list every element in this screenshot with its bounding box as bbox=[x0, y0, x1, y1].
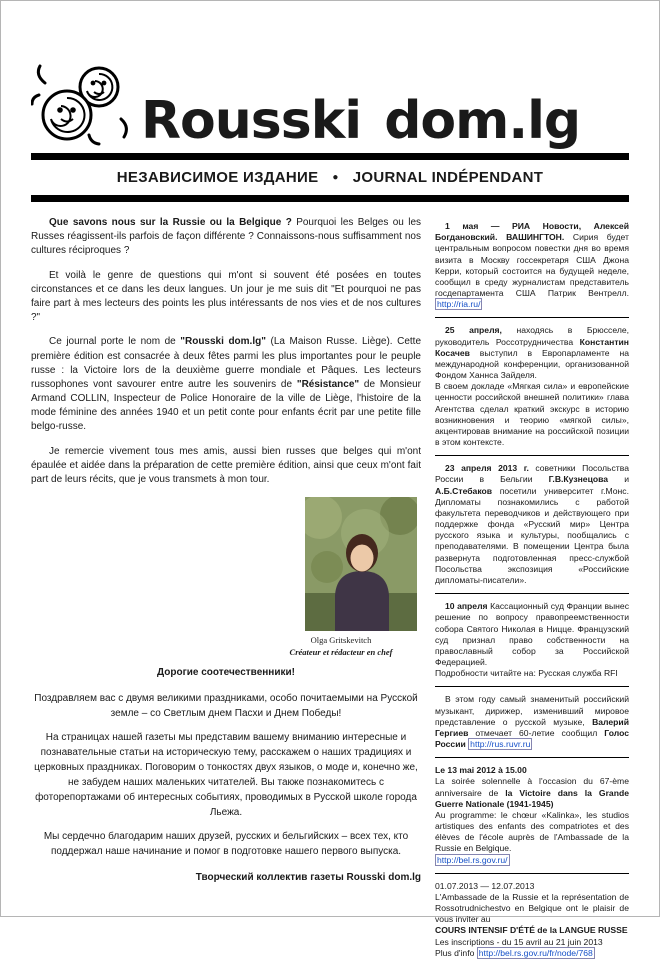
text-segment: 01.07.2013 — 12.07.2013 bbox=[435, 880, 535, 891]
russian-paragraph: Поздравляем вас с двумя великими праздниками, особо почитаемыми на Русской земле – со Светлым днем Пасхи и Днем Победы! bbox=[34, 692, 418, 719]
news-item bbox=[435, 463, 629, 586]
text-segment: Les inscriptions - du 15 avril au 21 juin 2013 bbox=[435, 936, 603, 947]
text-segment: Pourquoi les Belges ou les Russes réagissent-ils parfois de façon différente ? Connaissons-nous suffisamment nos cultures réciproques ? bbox=[31, 217, 422, 257]
editorial-paragraph bbox=[31, 445, 421, 488]
news-column bbox=[435, 216, 629, 964]
text-segment: Ce journal porte le nom de bbox=[49, 336, 181, 348]
news-item bbox=[435, 765, 629, 866]
masthead bbox=[31, 55, 629, 151]
separator bbox=[435, 593, 629, 594]
editorial-paragraph bbox=[31, 216, 421, 259]
editorial-signature bbox=[31, 871, 421, 885]
bullet-icon: ● bbox=[332, 171, 339, 183]
news-item bbox=[435, 221, 629, 310]
separator bbox=[435, 455, 629, 456]
editorial-paragraph bbox=[31, 335, 421, 434]
text-segment: 23 апреля 2013 г. bbox=[445, 463, 529, 474]
text-segment: (La Maison Russe. Liège). Cette première édition est consacrée à deux fêtes parmi les plus importantes pour le peuple russe : la Victoire lors de la deuxième guerre mondiale et Pâques. Les lecteurs russophones vont savourer entre autre les souvenirs de bbox=[31, 336, 422, 390]
text-segment: 1 мая — РИА Новости, Алексей Богдановский. ВАШИНГТОН. bbox=[435, 221, 629, 243]
news-item bbox=[435, 325, 629, 448]
news-item bbox=[435, 881, 629, 959]
text-segment: "Résistance" bbox=[296, 378, 360, 390]
subtitle-french: JOURNAL INDÉPENDANT bbox=[352, 169, 544, 186]
text-segment: 10 апреля bbox=[445, 601, 488, 612]
hyperlink[interactable]: http://bel.rs.gov.ru/ bbox=[437, 854, 508, 865]
hyperlink[interactable]: http://rus.ruvr.ru bbox=[470, 739, 531, 750]
text-segment: Голос России bbox=[435, 727, 629, 750]
text-segment: Je remercie vivement tous mes amis, aussi bien russes que belges qui m'ont épaulée et aidée dans la préparation de cette première édition, ainsi que ceux m'ont fait part de leurs récits, que je vous transmets à mon tour. bbox=[31, 445, 421, 485]
separator bbox=[435, 686, 629, 687]
news-item bbox=[435, 694, 629, 750]
separator bbox=[435, 873, 629, 874]
text-segment: и bbox=[608, 474, 629, 485]
text-segment: А.Б.Стебаков bbox=[435, 485, 493, 496]
text-segment: Константин Косачев bbox=[435, 336, 629, 358]
editorial-column bbox=[31, 216, 421, 885]
rule-bottom bbox=[31, 195, 629, 202]
text-segment: Le 13 mai 2012 à 15.00 bbox=[435, 765, 527, 776]
text-segment: Кассационный суд Франции вынес решение по вопросу правопреемственности собора Святого Николая в Ницце. Французский суд признал право собственности на православный собор за Российской Федерацией. bbox=[435, 601, 630, 668]
subtitle-row bbox=[31, 160, 629, 195]
hyperlink[interactable]: http://ria.ru/ bbox=[437, 299, 481, 310]
logo-illustration bbox=[31, 61, 135, 147]
text-segment: de Monsieur Armand COLLIN, Inspecteur de Police Honoraire de la ville de Liège, l'histoire de la mode féminine des années 1940 et un petit conte pour enfants écrit par une petite fille belgo-russe. bbox=[31, 378, 421, 433]
text-segment: Г.В.Кузнецова bbox=[548, 474, 609, 485]
text-segment: Творческий коллектив газеты bbox=[195, 871, 347, 883]
news-item bbox=[435, 601, 629, 679]
text-segment: В этом году самый знаменитый российский музыкант, дирижер, изменивший мировое представление о русской музыке, bbox=[435, 694, 629, 727]
subtitle-russian: НЕЗАВИСИМОЕ ИЗДАНИЕ bbox=[116, 169, 319, 186]
separator bbox=[435, 317, 629, 318]
content-columns bbox=[31, 216, 629, 964]
russian-greeting-heading: Дорогие соотечественники! bbox=[157, 667, 295, 679]
text-segment: Au programme: le chœur «Kalinka», les studios artistiques des enfants des compatriotes et des élèves de l'école auprès de l'Ambassade de la Russie en Belgique. bbox=[435, 809, 629, 854]
text-segment: выступил в Европарламенте на международной конференции, организованной Фондом Ханнса Зайделя. bbox=[435, 347, 629, 381]
text-segment: Et voilà le genre de questions qui m'ont si souvent été posées en toutes circonstances et ce dans les deux langues. Un jour je me suis dit "Et pourquoi ne pas faire part à mes lecteurs des points les plus intéressants de nos vies et de nos cultures ?" bbox=[31, 269, 421, 324]
photo-caption-role: Créateur et rédacteur en chef bbox=[289, 647, 393, 658]
text-segment: Rousski dom.lg bbox=[346, 871, 421, 883]
text-segment: COURS INTENSIF D'ÉTÉ de la LANGUE RUSSE bbox=[435, 925, 628, 936]
editorial-paragraph bbox=[31, 269, 421, 326]
text-segment: отмечает 60-летие сообщил bbox=[468, 727, 605, 738]
hyperlink[interactable]: http://bel.rs.gov.ru/fr/node/768 bbox=[478, 947, 593, 958]
russian-paragraph: Мы сердечно благодарим наших друзей, русских и бельгийских – всех тех, кто поддержал наше начинание и помог в подготовке нашего первого выпуска. bbox=[43, 830, 409, 857]
text-segment: Подробности читайте на: Русская служба RFI bbox=[435, 668, 618, 679]
text-segment: 25 апреля, bbox=[445, 325, 502, 336]
russian-paragraph: На страницах нашей газеты мы представим вашему вниманию интересные и познавательные статьи на историческую тему, расскажем о наших традициях и церковных праздниках. Поговорим о тонкостях двух языков, о моде и, конечно же, не забудем наших маленьких читателей. Вы также познакомитесь с фоторепортажами об интересных событиях, проводимых в Русской школе города Льежа. bbox=[34, 731, 418, 818]
text-segment: "Rousski dom.lg" bbox=[180, 336, 266, 348]
text-segment: Que savons nous sur la Russie ou la Belgique ? bbox=[49, 217, 292, 228]
text-segment: посетили университет г.Монс. Дипломаты познакомились с работой факультета переводчиков и действующего при поддержке фонда «Русский мир» Центра русского языка и культуры, пообщались с преподавателями. В помещении Центра была развернута подготовленная пресс-службой Посольства экспозиция «Российские дипломаты-писатели». bbox=[435, 485, 629, 585]
text-segment: la Victoire dans la Grande Guerre Nationale (1941-1945) bbox=[435, 787, 629, 809]
editor-photo-block bbox=[261, 497, 421, 658]
newspaper-page bbox=[1, 55, 659, 964]
text-segment: L'Ambassade de la Russie et la représentation de Rossotrudnichestvo en Belgique ont le plaisir de vous inviter au bbox=[435, 891, 629, 925]
rule-top bbox=[31, 153, 629, 160]
separator bbox=[435, 757, 629, 758]
masthead-title: Rousski dom.lg bbox=[141, 91, 581, 151]
text-segment: Валерий Гергиев bbox=[435, 716, 629, 738]
text-segment: советники Посольства России в Бельгии bbox=[435, 463, 629, 485]
text-segment: находясь в Брюсселе, руководитель Россотрудничества bbox=[435, 325, 629, 347]
portrait-photo bbox=[305, 497, 417, 631]
text-segment: La soirée solennelle à l'occasion du 67-ème anniversaire de bbox=[435, 776, 629, 798]
text-segment: В своем докладе «Мягкая сила» и европейские ценности российской внешней политики» глава Агентства сделал краткий экскурс в историю возникновения и теорию «мягкой силы», акцентировав внимание на российской позиции в этом контексте. bbox=[435, 381, 629, 448]
text-segment: Сирия будет центральным вопросом повестки дня во время визита в Москву госсекретаря США Джона Керри, который состоится на будущей неделе, сообщил в среду журналистам представитель госдепартамента США Патрик Вентрелл. bbox=[435, 232, 629, 299]
text-segment: Plus d'info bbox=[435, 947, 477, 958]
photo-caption-name: Olga Gritskevitch bbox=[310, 635, 372, 646]
